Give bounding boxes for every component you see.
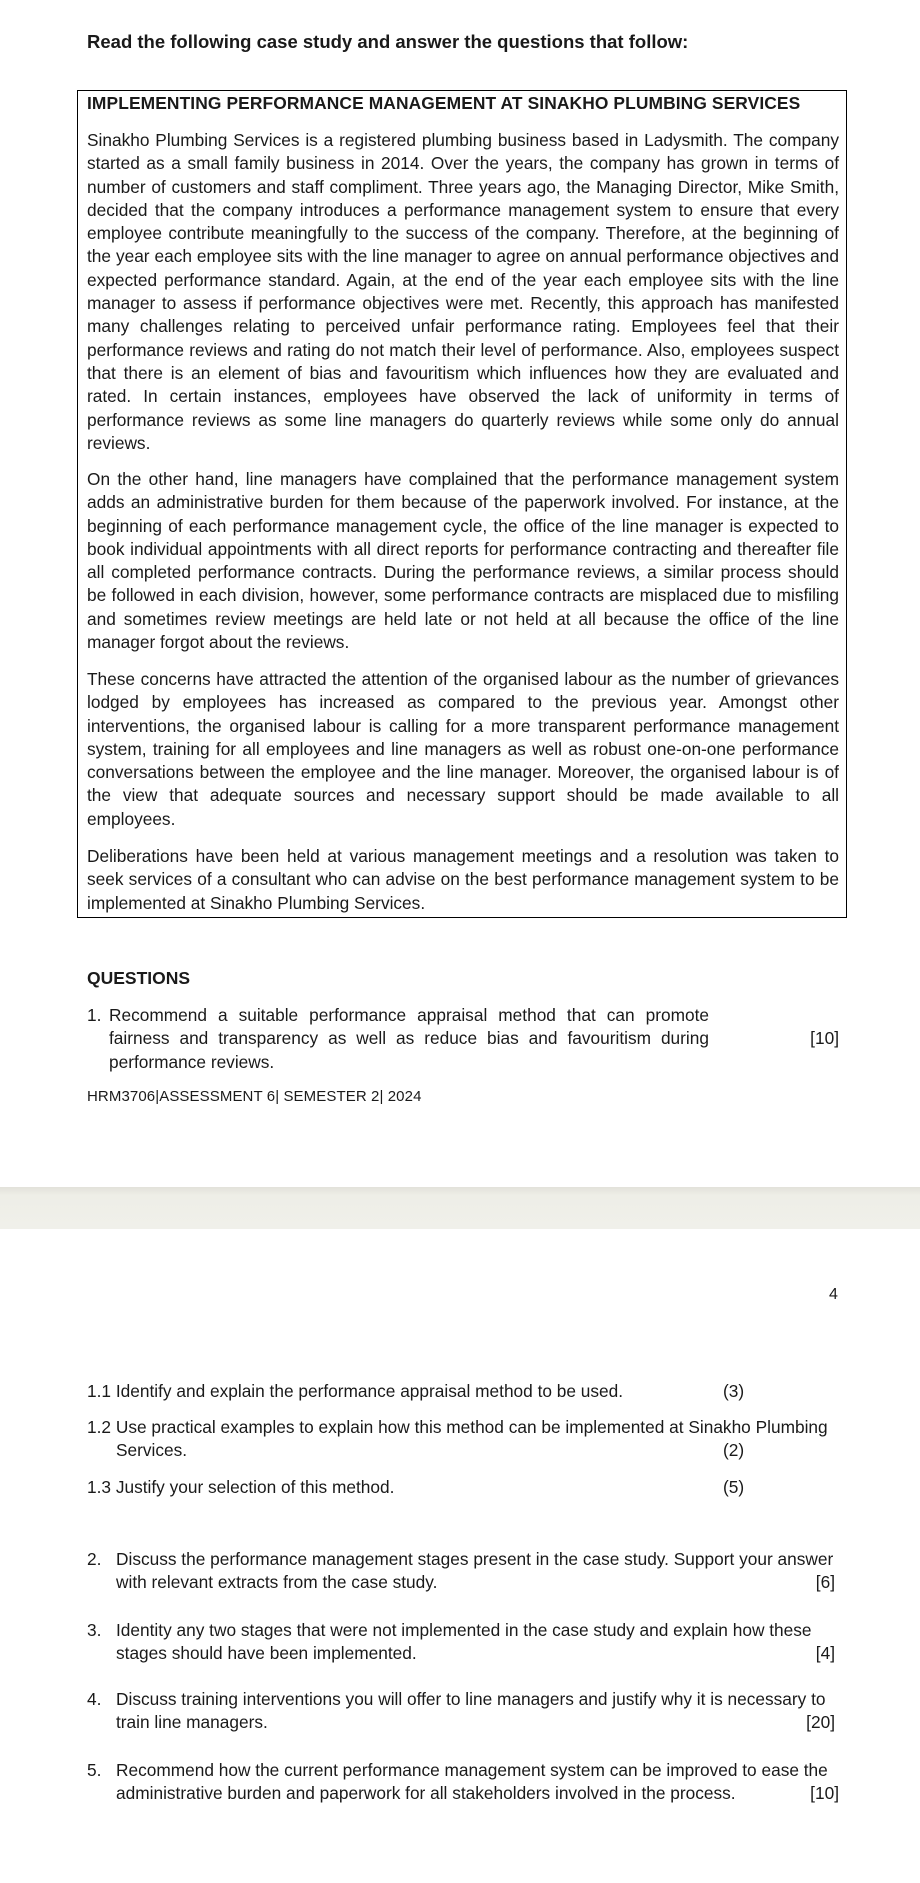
question-3 [87, 1619, 839, 1666]
subquestion-text: Justify your selection of this method. [115, 1477, 395, 1497]
question-text: Discuss training interventions you will offer to line managers and justify why it is necessary to [116, 1689, 826, 1709]
question-text: Identity any two stages that were not implemented in the case study and explain how these [116, 1620, 812, 1640]
question-mark: [10] [810, 1783, 839, 1804]
case-paragraph-1: Sinakho Plumbing Services is a registered plumbing business based in Ladysmith. The company started as a small family business in 2014. Over the years, the company has grown in terms of number of customers and staff compliment. Three years ago, the Managing Director, Mike Smith, decided that the company introduces a performance management system to ensure that every employee contribute meaningfully to the success of the company. Therefore, at the beginning of the year each employee sits with the line manager to agree on annual performance objectives and expected performance standard. Again, at the end of the year each employee sits with the line manager to assess if performance objectives were met. Recently, this approach has manifested many challenges relating to perceived unfair performance rating. Employees feel that their performance reviews and rating do not match their level of performance. Also, employees suspect that there is an element of bias and favouritism which influences how they are evaluated and rated. In certain instances, employees have observed the lack of uniformity in terms of performance reviews as some line managers do quarterly reviews while some only do annual reviews. [87, 130, 839, 453]
questions-heading: QUESTIONS [87, 968, 191, 988]
subquestion-1-2 [87, 1416, 839, 1463]
subquestion-text: Identify and explain the performance appraisal method to be used. [115, 1381, 624, 1401]
subquestion-text: Use practical examples to explain how this method can be implemented at Sinakho Plumbing [115, 1417, 828, 1437]
question-text: Recommend a suitable performance appraisal method that can promote fairness and transparency as well as reduce bias and favouritism during performance reviews. [109, 1005, 709, 1072]
page-footer: HRM3706|ASSESSMENT 6| SEMESTER 2| 2024 [87, 1088, 422, 1105]
case-paragraph-4: Deliberations have been held at various management meetings and a resolution was taken to seek services of a consultant who can advise on the best performance management system to be implemented at Sinakho Plumbing Services. [87, 846, 839, 913]
question-text-continued: administrative burden and paperwork for all stakeholders involved in the process. [116, 1783, 736, 1804]
subquestion-1-3 [87, 1476, 839, 1499]
instructions: Read the following case study and answer the questions that follow: [87, 31, 689, 52]
question-text: Recommend how the current performance management system can be improved to ease the [116, 1760, 828, 1780]
question-2 [87, 1548, 839, 1595]
question-number: 2. [87, 1549, 102, 1569]
subquestion-text-continued: Services. [116, 1440, 188, 1461]
case-paragraph-3: These concerns have attracted the attention of the organised labour as the number of grievances lodged by employees has increased as compared to the previous year. Amongst other interventions, the organised labour is calling for a more transparent performance management system, training for all employees and line managers as well as robust one-on-one performance conversations between the employee and the line manager. Moreover, the organised labour is of the view that adequate sources and necessary support should be made available to all employees. [87, 669, 839, 829]
subquestion-mark: (2) [723, 1440, 745, 1461]
question-text-continued: with relevant extracts from the case study. [116, 1572, 438, 1593]
question-1 [87, 1004, 839, 1074]
case-paragraph-2: On the other hand, line managers have complained that the performance management system adds an administrative burden for them because of the paperwork involved. For instance, at the beginning of each performance management cycle, the office of the line manager is expected to book individual appointments with all direct reports for performance contracting and thereafter file all completed performance contracts. During the performance reviews, a similar process should be followed in each division, however, some performance contracts are misplaced due to misfiling and sometimes review meetings are held late or not held at all because the office of the line manager forgot about the reviews. [87, 469, 839, 653]
question-number: 5. [87, 1760, 102, 1780]
question-mark: [4] [815, 1643, 835, 1664]
subquestion-number: 1.1 [87, 1381, 112, 1401]
subquestion-mark: (3) [723, 1381, 745, 1401]
subquestion-1-1 [87, 1380, 839, 1403]
question-mark: [6] [815, 1572, 835, 1593]
page-break [0, 1187, 920, 1229]
page-number: 4 [829, 1286, 838, 1303]
subquestion-number: 1.2 [87, 1417, 112, 1437]
subquestion-number: 1.3 [87, 1477, 112, 1497]
question-5 [87, 1759, 839, 1806]
case-study-title: IMPLEMENTING PERFORMANCE MANAGEMENT AT SINAKHO PLUMBING SERVICES [87, 93, 801, 113]
question-number: 4. [87, 1689, 102, 1709]
question-number: 3. [87, 1620, 102, 1640]
question-4 [87, 1688, 839, 1735]
question-text-continued: train line managers. [116, 1712, 268, 1733]
question-mark: [20] [806, 1712, 835, 1733]
question-text: Discuss the performance management stages present in the case study. Support your answer [116, 1549, 834, 1569]
question-number: 1. [87, 1005, 102, 1025]
subquestion-mark: (5) [723, 1477, 745, 1497]
question-text-continued: stages should have been implemented. [116, 1643, 417, 1664]
question-mark: [10] [810, 1028, 839, 1049]
